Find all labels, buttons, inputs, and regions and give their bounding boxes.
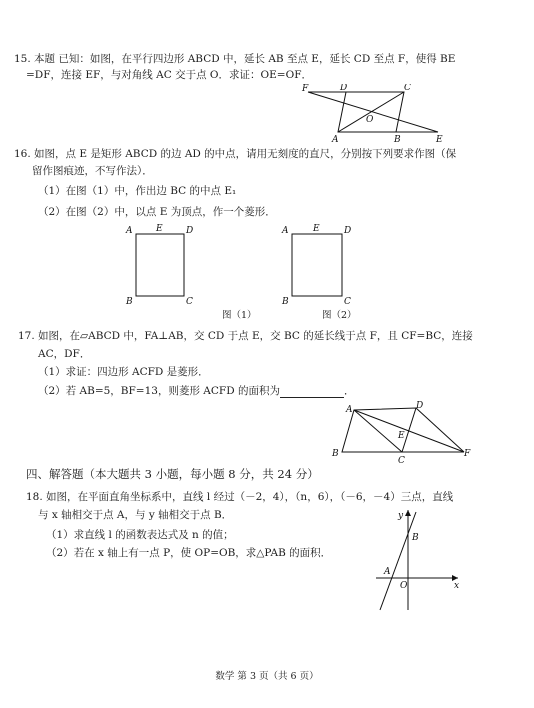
q16-fig1-label-B: B <box>126 297 133 307</box>
q15-label-E: E <box>436 135 443 144</box>
q16-caption-2: 图（2） <box>322 310 357 321</box>
q16-fig2-label-E: E <box>313 224 320 234</box>
q16-fig2-label-A: A <box>282 226 289 236</box>
q17-label-A: A <box>346 405 353 415</box>
q18-label-A: A <box>384 567 391 577</box>
q16-line2: 留作图痕迹，不写作法）． <box>32 165 153 177</box>
q16-caption-1: 图（1） <box>222 310 257 321</box>
q16-fig1-label-E: E <box>156 224 163 234</box>
q16-fig1-label-C: C <box>186 297 193 307</box>
q17-figure <box>330 400 480 466</box>
q17-label-F: F <box>464 449 471 459</box>
q16-fig2-label-C: C <box>344 297 351 307</box>
q18-line1: 18. 如图，在平面直角坐标系中，直线 l 经过（－2，4），（n，6），（－6，－4）三点，直线 <box>26 491 454 503</box>
q15-label-F: F <box>302 84 309 94</box>
q15-label-C: C <box>404 84 411 93</box>
q17-part1: （1）求证：四边形 ACFD 是菱形． <box>38 366 209 378</box>
q16-fig2-label-D: D <box>344 226 352 236</box>
q18-part1: （1）求直线 l 的函数表达式及 n 的值； <box>46 529 234 541</box>
q17-label-C: C <box>398 456 405 466</box>
page-footer: 数学 第 3 页（共 6 页） <box>215 671 319 682</box>
q16-figure-1 <box>124 224 196 324</box>
q18-label-B: B <box>412 533 419 543</box>
q17-label-E: E <box>398 431 405 441</box>
q16-fig1-label-D: D <box>186 226 194 236</box>
q17-label-B: B <box>332 449 339 459</box>
q17-part2-end: ． <box>343 385 355 397</box>
q17-part2 <box>38 384 354 398</box>
q15-label-A: A <box>332 135 339 144</box>
q15-label-D: D <box>340 84 348 93</box>
q15-label-O: O <box>366 115 374 125</box>
q17-label-D: D <box>416 401 424 411</box>
q18-line2: 与 x 轴相交于点 A，与 y 轴相交于点 B． <box>38 509 233 521</box>
q16-fig2-label-B: B <box>282 297 289 307</box>
q17-answer-blank <box>280 387 344 398</box>
q16-part1: （1）在图（1）中，作出边 BC 的中点 E₁ <box>38 185 237 197</box>
q18-label-O: O <box>400 581 408 591</box>
q15-line1: 15. 本题 已知：如图，在平行四边形 ABCD 中，延长 AB 至点 E，延长 CD 至点 F，使得 BE <box>14 53 456 65</box>
q15-label-B: B <box>394 135 401 144</box>
q18-label-y: y <box>398 511 404 521</box>
q16-fig1-label-A: A <box>126 226 133 236</box>
q18-part2: （2）若在 x 轴上有一点 P，使 OP=OB，求△PAB 的面积． <box>46 547 332 559</box>
q17-line2: AC，DF． <box>38 348 91 360</box>
q17-part2-text: （2）若 AB=5，BF=13，则菱形 ACFD 的面积为 <box>38 385 280 397</box>
q16-part2: （2）在图（2）中，以点 E 为顶点，作一个菱形． <box>38 206 276 218</box>
q17-line1: 17. 如图，在▱ABCD 中，FA⊥AB，交 CD 于点 E，交 BC 的延长线于点 F，且 CF=BC，连接 <box>18 330 473 342</box>
q15-line2: =DF，连接 EF，与对角线 AC 交于点 O．求证：OE=OF． <box>26 69 312 81</box>
q16-line1: 16. 如图，点 E 是矩形 ABCD 的边 AD 的中点，请用无刻度的直尺，分别按下列要求作图（保 <box>14 148 457 160</box>
q15-figure <box>300 84 450 144</box>
section4-title: 四、解答题（本大题共 3 小题，每小题 8 分，共 24 分） <box>26 467 319 481</box>
q18-label-x: x <box>454 581 460 591</box>
q18-coordinate-figure <box>372 506 466 614</box>
